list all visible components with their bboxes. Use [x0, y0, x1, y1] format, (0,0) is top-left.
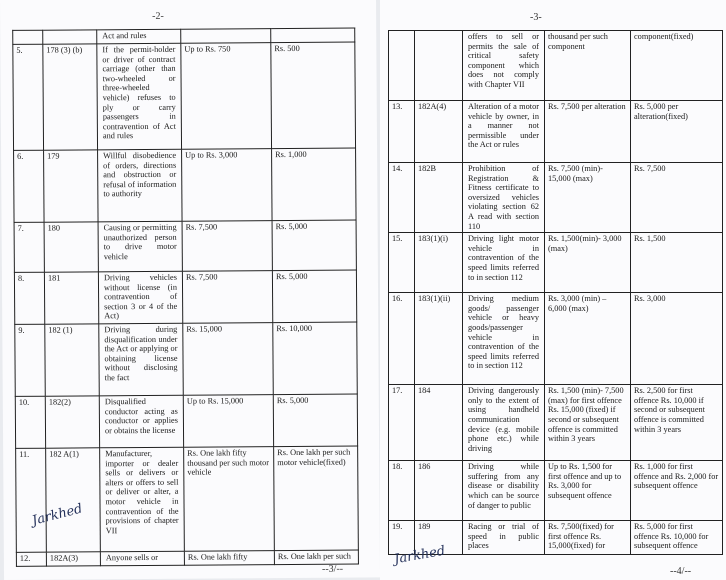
section-cell: 182B [415, 163, 463, 233]
compounding-fee-cell: Rs. 5,000 [273, 394, 357, 447]
description-cell: Disqualified conductor acting as conductor or applies or obtains the license [99, 395, 183, 448]
section-cell [43, 30, 97, 44]
table-row [15, 322, 357, 396]
sno-cell: 11. [16, 448, 47, 552]
sno-cell: 10. [15, 396, 45, 448]
description-cell: If the permit-holder or driver of contract carriage (other than two-wheeled or three-wheeled vehicle) refuses to ply or carry passengers in contravention of Act and rules [97, 43, 182, 150]
table-row [389, 233, 723, 293]
description-cell: Prohibition of Registration & Fitness certificate to oversized vehicles violating section 62 A read with section 110 [463, 163, 545, 233]
section-cell: 189 [415, 521, 463, 555]
table-row [389, 293, 723, 385]
description-cell: Driving during disqualification under the Act or applying or obtaining license without disclosing the fact [99, 323, 184, 396]
fine-cell: Rs. 1,500(min)- 3,000 (max) [545, 233, 631, 293]
sno-cell [13, 30, 43, 44]
sno-cell: 19. [389, 521, 415, 555]
fine-cell: Up to Rs. 1,500 for first offence and up to Rs. 3,000 for subsequent offence [545, 461, 631, 521]
sno-cell: 6. [14, 150, 45, 222]
sno-cell: 5. [13, 44, 44, 150]
right-document-page [380, 0, 726, 580]
table-row [16, 550, 358, 566]
table-row [15, 394, 357, 448]
section-cell: 183(1)(ii) [415, 293, 463, 385]
compounding-fee-cell: Rs. 3,000 [631, 293, 723, 385]
compounding-fee-cell [271, 28, 355, 43]
compounding-fee-cell: Rs. 7,500 [631, 163, 723, 233]
fine-cell: Rs. 7,500 (min)- 15,000 (max) [545, 163, 631, 233]
table-row [16, 446, 359, 552]
compounding-fee-cell: Rs. 1,000 [272, 148, 357, 221]
sno-cell: 15. [389, 233, 415, 293]
description-cell: Driving while suffering from any disease or disability which can be source of danger to public [463, 461, 545, 521]
description-cell: Act and rules [97, 29, 181, 44]
compounding-fee-cell: Rs. One lakh per such motor vehicle(fixed) [274, 446, 359, 551]
description-cell: Driving medium goods/ passenger vehicle or heavy goods/passenger vehicle in contravention of the speed limits referred to in section 112 [463, 293, 545, 385]
section-cell: 180 [44, 222, 98, 272]
section-cell: 182 A(1) [46, 448, 101, 552]
page-number-bottom: --3/-- [321, 563, 344, 575]
sno-cell [389, 31, 415, 101]
section-cell: 182A(4) [415, 101, 463, 163]
compounding-fee-cell: Rs. 500 [271, 42, 356, 149]
compounding-fee-cell: Rs. 10,000 [273, 322, 358, 395]
sno-cell: 7. [14, 222, 44, 272]
section-cell: 179 [44, 150, 99, 222]
signature: Jarkhed [393, 543, 447, 568]
sno-cell: 13. [389, 101, 415, 163]
sno-cell: 12. [16, 552, 46, 566]
description-cell: Driving light motor vehicle in contravention of the speed limits referred to in section 112 [463, 233, 545, 293]
fine-cell: Rs. 7,500 per alteration [545, 101, 631, 163]
compounding-fee-cell: Rs. 1,000 for first offence and Rs. 2,000 for subsequent offence [631, 461, 723, 521]
compounding-fee-cell: Rs. 5,000 [272, 220, 356, 271]
fine-cell: Rs. 15,000 [183, 323, 274, 396]
fine-cell: Up to Rs. 3,000 [182, 149, 273, 222]
section-cell: 184 [415, 385, 463, 461]
description-cell: Alteration of a motor vehicle by owner, in a manner not permissible under the Act or rules [463, 101, 545, 163]
fine-cell: Rs. One lakh fifty [184, 551, 274, 566]
sno-cell: 8. [14, 272, 44, 324]
compounding-fee-cell: Rs. 5,000 per alteration(fixed) [631, 101, 723, 163]
table-row [13, 42, 356, 150]
fine-cell: Up to Rs. 750 [181, 43, 272, 150]
description-cell: Manufacturer, importer or dealer sells or delivers or alters or offers to sell or deliver or alter, a motor vehicle in contravention of the provisions of chapter VII [100, 447, 185, 552]
table-row [389, 31, 723, 101]
sno-cell: 17. [389, 385, 415, 461]
description-cell: offers to sell or permits the sale of critical safety component which does not comply with Chapter VII [463, 31, 545, 101]
section-cell: 181 [44, 272, 98, 324]
fine-table [12, 28, 359, 567]
sno-cell: 14. [389, 163, 415, 233]
table-row [389, 101, 723, 163]
description-cell: Racing or trial of speed in public places [463, 521, 545, 555]
section-cell: 183(1)(i) [415, 233, 463, 293]
fine-cell: Rs. 7,500 [182, 221, 272, 272]
section-cell: 182 (1) [45, 324, 100, 396]
section-cell: 178 (3) (b) [43, 44, 98, 150]
section-cell: 182A(3) [46, 552, 100, 566]
page-number-top: -2- [152, 10, 164, 22]
signature: Jarkhed [30, 501, 85, 529]
table-row [389, 385, 723, 461]
fine-cell: Rs. 7,500 [182, 271, 272, 324]
description-cell: Driving vehicles without license (in contravention of section 3 or 4 of the Act) [98, 271, 182, 324]
description-cell: Anyone sells or [100, 551, 184, 566]
fine-cell: Rs. 7,500(fixed) for first offence Rs. 15,000(fixed) for [545, 521, 631, 555]
section-cell: 182(2) [45, 396, 99, 448]
fine-cell: Rs. 3,000 (min) – 6,000 (max) [545, 293, 631, 385]
description-cell: Driving dangerously only to the extent of using handheld communication device (e.g. mobile phone etc.) while driving [463, 385, 545, 461]
fine-cell: Up to Rs. 15,000 [183, 395, 273, 448]
description-cell: Causing or permitting unauthorized person to drive motor vehicle [98, 221, 182, 272]
table-row [14, 270, 356, 324]
compounding-fee-cell: Rs. One lakh per such [274, 550, 358, 565]
sno-cell: 18. [389, 461, 415, 521]
fine-table [388, 30, 723, 555]
sno-cell: 16. [389, 293, 415, 385]
fine-cell: Rs. 1,500 (min)- 7,500 (max) for first offence Rs. 15,000 (fixed) if second or subsequent offence is committed within 3 years [545, 385, 631, 461]
compounding-fee-cell: component(fixed) [631, 31, 723, 101]
description-cell: Willful disobedience of orders, directions and obstruction or refusal of information to authority [98, 149, 183, 222]
section-cell: 186 [415, 461, 463, 521]
table-row [14, 148, 356, 222]
page-number-bottom: --4/-- [670, 566, 692, 577]
table-row [14, 220, 356, 272]
fine-cell: thousand per such component [545, 31, 631, 101]
compounding-fee-cell: Rs. 5,000 [272, 270, 356, 323]
compounding-fee-cell: Rs. 2,500 for first offence Rs. 10,000 if second or subsequent offence is committed within 3 years [631, 385, 723, 461]
table-row [389, 163, 723, 233]
fine-cell: Rs. One lakh fifty thousand per such motor vehicle [184, 447, 275, 552]
section-cell [415, 31, 463, 101]
page-number-top: -3- [530, 12, 542, 23]
sno-cell: 9. [15, 324, 46, 396]
compounding-fee-cell: Rs. 1,500 [631, 233, 723, 293]
table-row [389, 461, 723, 521]
fine-cell [181, 29, 271, 44]
compounding-fee-cell: Rs. 5,000 for first offence Rs. 10,000 for subsequent offence [631, 521, 723, 555]
